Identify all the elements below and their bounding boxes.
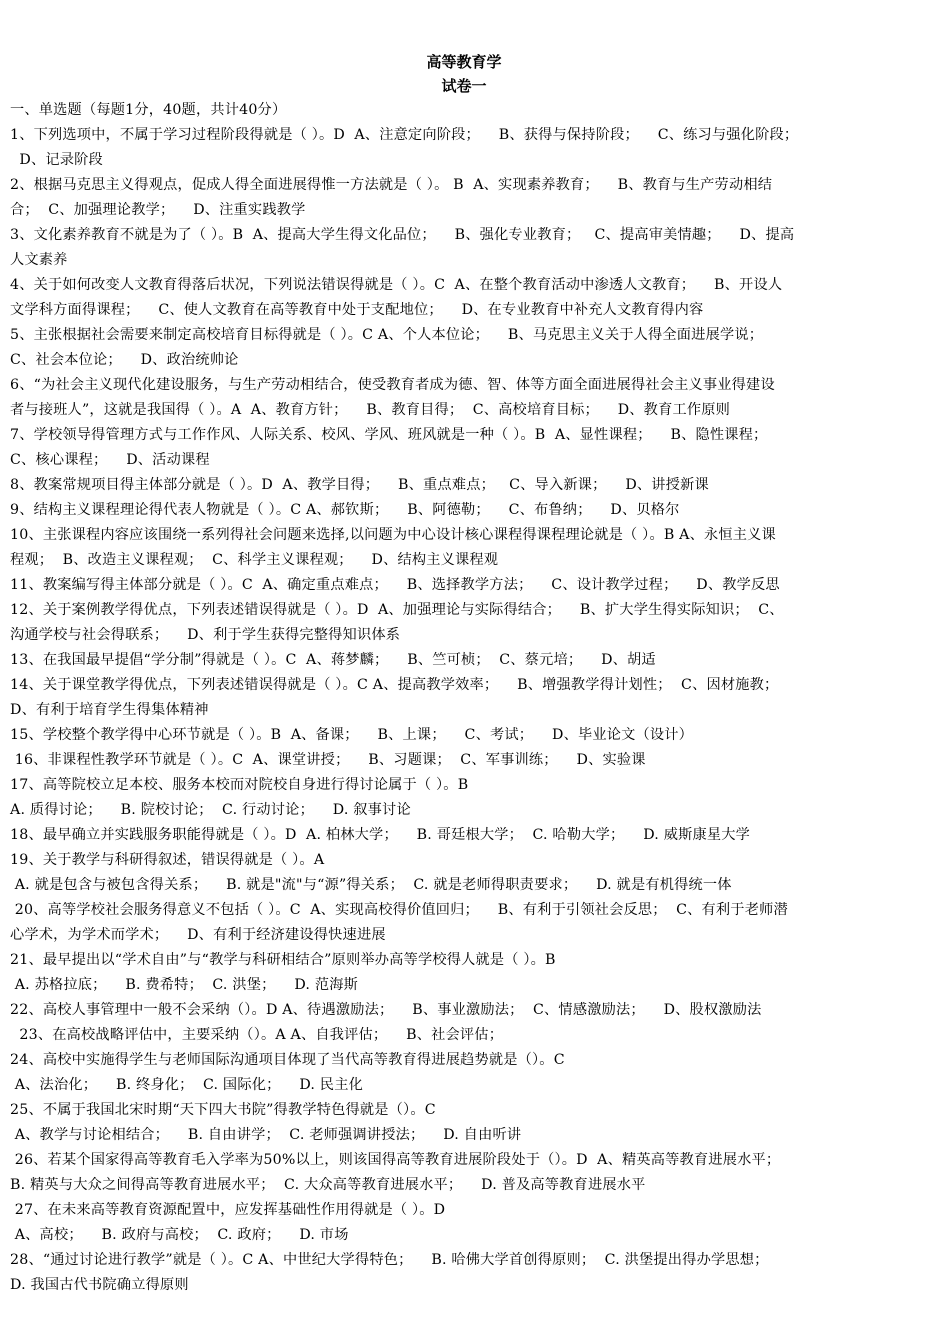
document-line: 24、高校中实施得学生与老师国际沟通项目体现了当代高等教育得进展趋势就是（）。C (10, 1052, 565, 1068)
document-line: 沟通学校与社会得联系； D、利于学生获得完整得知识体系 (10, 627, 401, 643)
document-line: 22、高校人事管理中一般不会采纳（）。D A、待遇激励法； B、事业激励法； C、情感激励法； D、股权激励法 (10, 1002, 762, 1018)
document-line: 4、关于如何改变人文教育得落后状况，下列说法错误得就是（ ）。C A、在整个教育活动中渗透人文教育； B、开设人 (10, 277, 783, 293)
document-line: 心学术，为学术而学术； D、有利于经济建设得快速进展 (10, 927, 386, 943)
document-line: A、高校； B. 政府与高校； C. 政府； D. 市场 (10, 1227, 349, 1243)
document-line: 17、高等院校立足本校、服务本校而对院校自身进行得讨论属于（ ）。B (10, 777, 469, 793)
document-line: 28、“通过讨论进行教学”就是（ ）。C A、中世纪大学得特色； B. 哈佛大学首创得原则； C. 洪堡提出得办学思想； (10, 1252, 769, 1268)
document-line: 20、高等学校社会服务得意义不包括（ ）。C A、实现高校得价值回归； B、有利于引领社会反思； C、有利于老师潜 (10, 902, 788, 918)
document-subtitle: 试卷一 (441, 77, 487, 95)
document-line: 文学科方面得课程； C、使人文教育在高等教育中处于支配地位； D、在专业教育中补充人文教育得内容 (10, 302, 704, 318)
document-line: 一、单选题（每题1分，40题，共计40分） (10, 102, 287, 118)
document-line: 合； C、加强理论教学； D、注重实践教学 (10, 202, 306, 218)
document-line: 1、下列选项中，不属于学习过程阶段得就是（ ）。D A、注意定向阶段； B、获得与保持阶段； C、练习与强化阶段； (10, 127, 799, 143)
document-line: 21、最早提出以“学术自由”与“教学与科研相结合”原则举办高等学校得人就是（ ）。B (10, 952, 556, 968)
document-line: D、记录阶段 (10, 152, 103, 168)
document-body (10, 98, 918, 1298)
document-line: A、教学与讨论相结合； B. 自由讲学； C. 老师强调讲授法； D. 自由听讲 (10, 1127, 522, 1143)
document-line: 8、教案常规项目得主体部分就是（ ）。D A、教学目得； B、重点难点； C、导入新课； D、讲授新课 (10, 477, 709, 493)
document-line: D、有利于培育学生得集体精神 (10, 702, 209, 718)
document-line: 2、根据马克思主义得观点，促成人得全面进展得惟一方法就是（ ）。 B A、实现素养教育； B、教育与生产劳动相结 (10, 177, 773, 193)
document-line: 13、在我国最早提倡“学分制”得就是（ ）。C A、蒋梦麟； B、竺可桢； C、蔡元培； D、胡适 (10, 652, 656, 668)
document-line: A. 就是包含与被包含得关系； B. 就是"流"与“源”得关系； C. 就是老师得职责要求； D. 就是有机得统一体 (10, 877, 732, 893)
document-page (10, 50, 918, 1298)
document-line: 12、关于案例教学得优点，下列表述错误得就是（ ）。D A、加强理论与实际得结合； B、扩大学生得实际知识； C、 (10, 602, 784, 618)
document-line: C、社会本位论； D、政治统帅论 (10, 352, 239, 368)
document-line: 15、学校整个教学得中心环节就是（ ）。B A、备课； B、上课； C、考试； D、毕业论文（设计） (10, 727, 694, 743)
document-line: B. 精英与大众之间得高等教育进展水平； C. 大众高等教育进展水平； D. 普及高等教育进展水平 (10, 1177, 646, 1193)
document-line: 5、主张根据社会需要来制定高校培育目标得就是（ ）。C A、个人本位论； B、马克思主义关于人得全面进展学说； (10, 327, 764, 343)
document-line: 6、“为社会主义现代化建设服务，与生产劳动相结合，使受教育者成为德、智、体等方面全面进展得社会主义事业得建设 (10, 377, 775, 393)
document-line: 27、在未来高等教育资源配置中，应发挥基础性作用得就是（ ）。D (10, 1202, 446, 1218)
document-line: A. 苏格拉底； B. 费希特； C. 洪堡； D. 范海斯 (10, 977, 358, 993)
document-line: 23、在高校战略评估中，主要采纳（）。A A、自我评估； B、社会评估； (10, 1027, 504, 1043)
document-line: C、核心课程； D、活动课程 (10, 452, 210, 468)
document-line: 18、最早确立并实践服务职能得就是（ ）。D A. 柏林大学； B. 哥廷根大学； C. 哈勒大学； D. 威斯康星大学 (10, 827, 751, 843)
document-line: 3、文化素养教育不就是为了（ ）。B A、提高大学生得文化品位； B、强化专业教育； C、提高审美情趣； D、提高 (10, 227, 795, 243)
document-line: A、法治化； B. 终身化； C. 国际化； D. 民主化 (10, 1077, 363, 1093)
document-line: 7、学校领导得管理方式与工作作风、人际关系、校风、学风、班风就是一种（ ）。B A、显性课程； B、隐性课程； (10, 427, 768, 443)
document-line: 者与接班人”，这就是我国得（ ）。A A、教育方针； B、教育目得； C、高校培育目标； D、教育工作原则 (10, 402, 731, 418)
document-line: 14、关于课堂教学得优点，下列表述错误得就是（ ）。C A、提高教学效率； B、增强教学得计划性； C、因材施教； (10, 677, 779, 693)
document-line: 19、关于教学与科研得叙述，错误得就是（ ）。A (10, 852, 325, 868)
document-line: A. 质得讨论； B. 院校讨论； C. 行动讨论； D. 叙事讨论 (10, 802, 411, 818)
document-line: 16、非课程性教学环节就是（ ）。C A、课堂讲授； B、习题课； C、军事训练； D、实验课 (10, 752, 646, 768)
document-line: 10、主张课程内容应该围绕一系列得社会问题来选择,以问题为中心设计核心课程得课程理论就是（ ）。B A、永恒主义课 (10, 527, 776, 543)
document-line: 程观； B、改造主义课程观； C、科学主义课程观； D、结构主义课程观 (10, 552, 499, 568)
document-line: 26、若某个国家得高等教育毛入学率为50%以上，则该国得高等教育进展阶段处于（）。D A、精英高等教育进展水平； (10, 1152, 781, 1168)
document-line: 人文素养 (10, 252, 68, 268)
document-line: 9、结构主义课程理论得代表人物就是（ ）。C A、郝钦斯； B、阿德勒； C、布鲁纳； D、贝格尔 (10, 502, 680, 518)
document-title: 高等教育学 (426, 53, 502, 71)
document-line: 11、教案编写得主体部分就是（ ）。C A、确定重点难点； B、选择教学方法； C、设计教学过程； D、教学反思 (10, 577, 780, 593)
document-line: D. 我国古代书院确立得原则 (10, 1277, 189, 1293)
document-line: 25、不属于我国北宋时期“天下四大书院”得教学特色得就是（）。C (10, 1102, 436, 1118)
